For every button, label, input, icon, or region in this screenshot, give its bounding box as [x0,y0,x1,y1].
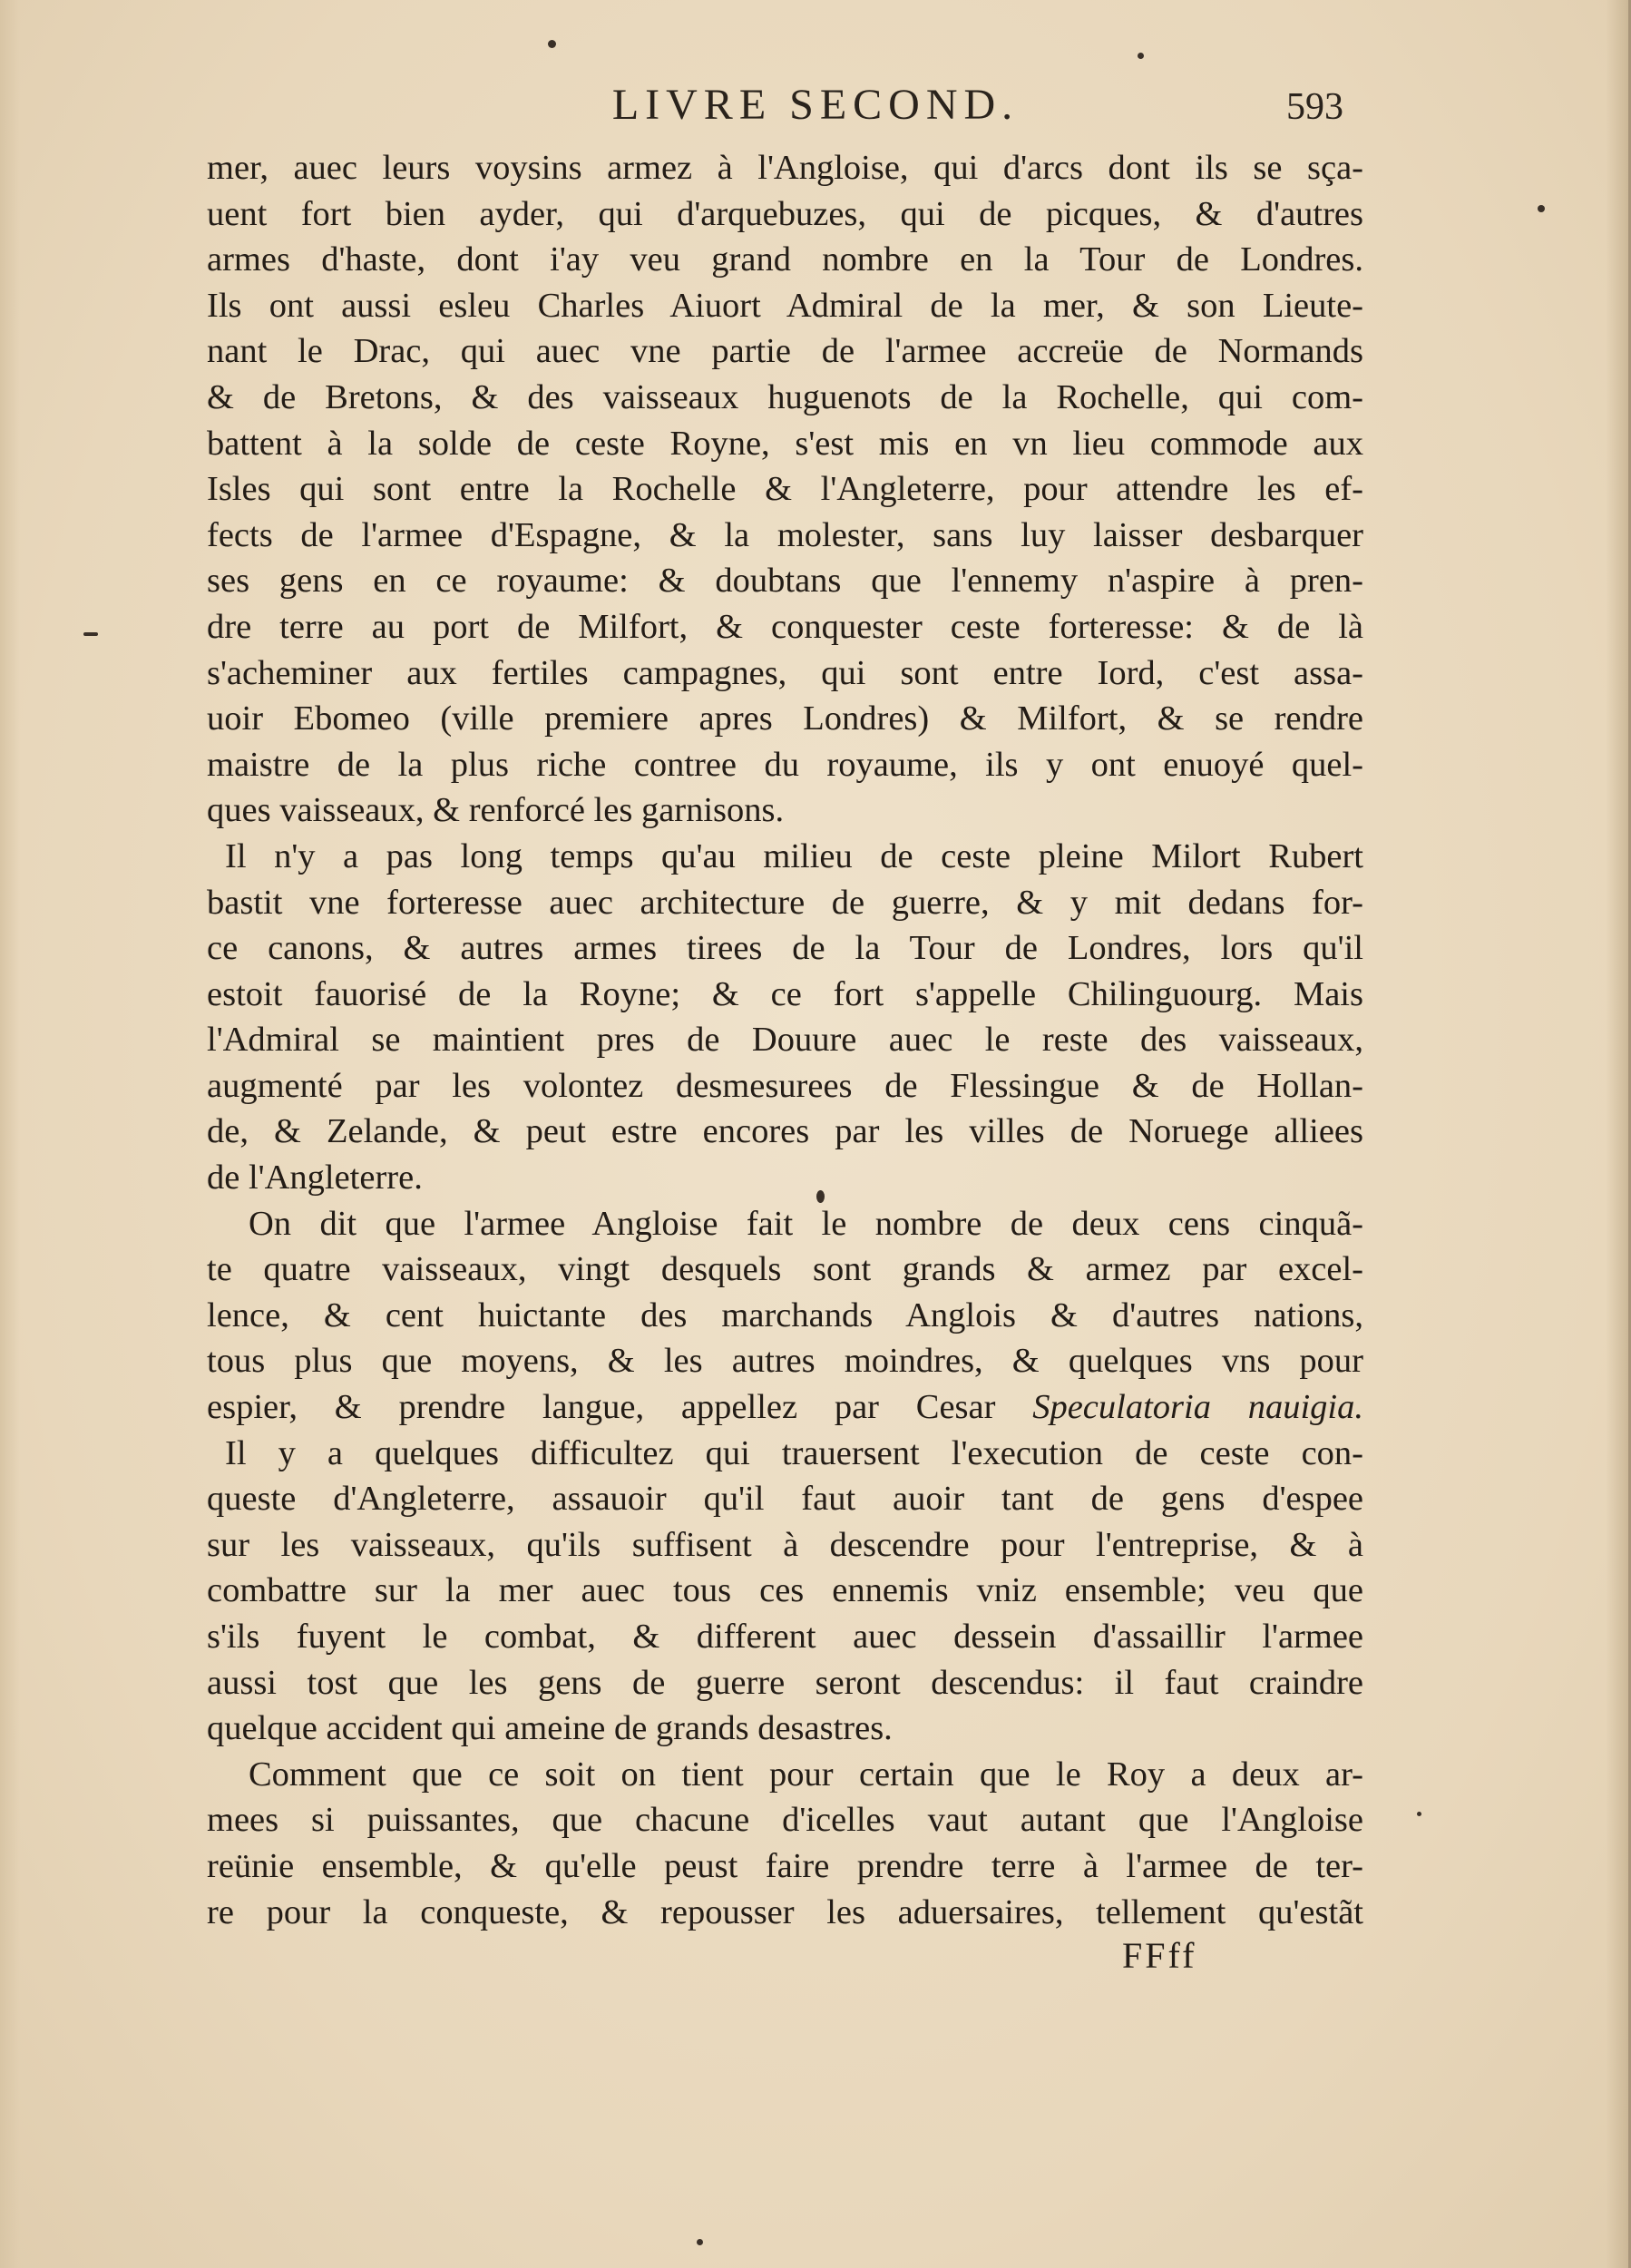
text-line: uent fort bien ayder, qui d'arquebuzes, qui de picques, & d'autres [207,194,1363,233]
text-line: maistre de la plus riche contree du royaume, ils y ont enuoyé quel- [207,745,1363,784]
text-line: ce canons, & autres armes tirees de la Tour de Londres, lors qu'il [207,929,1363,968]
text-line: aussi tost que les gens de guerre seront descendus: il faut craindre [207,1663,1363,1702]
page-header [0,80,1631,143]
text-line: mees si puissantes, que chacune d'icelles vaut autant que l'Angloise [207,1801,1363,1840]
text-line: lence, & cent huictante des marchands Anglois & d'autres nations, [207,1295,1363,1334]
text-line: Isles qui sont entre la Rochelle & l'Angleterre, pour attendre les ef- [207,470,1363,509]
text-line: uoir Ebomeo (ville premiere apres Londres) & Milfort, & se rendre [207,699,1363,738]
text-line: augmenté par les volontez desmesurees de Flessingue & de Hollan- [207,1066,1363,1105]
text-line: armes d'haste, dont i'ay veu grand nombre en la Tour de Londres. [207,240,1363,279]
text-line: l'Admiral se maintient pres de Douure auec le reste des vaisseaux, [207,1021,1363,1060]
text-line: de l'Angleterre. [207,1158,423,1198]
body-text [207,145,1363,1935]
text-line: re pour la conqueste, & repousser les aduersaires, tellement qu'estãt [207,1892,1363,1931]
text-line: bastit vne forteresse auec architecture de guerre, & y mit dedans for- [207,883,1363,922]
signature-mark: FFff [1122,1935,1197,1976]
ink-speck [1538,205,1545,212]
paragraph-start-line: On dit que l'armee Angloise fait le nombre de deux cens cinquã- [249,1204,1363,1243]
page-number: 593 [1286,86,1343,128]
text-line: estoit fauorisé de la Royne; & ce fort s'appelle Chilinguourg. Mais [207,974,1363,1013]
page-right-shadow [1606,0,1631,2268]
text-line: s'ils fuyent le combat, & different auec dessein d'assaillir l'armee [207,1618,1363,1656]
text-line: combattre sur la mer auec tous ces ennemis vniz ensemble; veu que [207,1571,1363,1610]
text-line: te quatre vaisseaux, vingt desquels sont grands & armez par excel- [207,1250,1363,1289]
text-line-with-italic [207,1384,1363,1431]
ink-speck [548,40,556,48]
italic-phrase: Speculatoria nauigia. [1032,1388,1363,1427]
ink-speck [816,1190,825,1203]
text-line: quelque accident qui ameine de grands desastres. [207,1709,893,1748]
text-line: s'acheminer aux fertiles campagnes, qui sont entre Iord, c'est assa- [207,653,1363,692]
ink-speck [1138,53,1144,59]
paragraph-start-line: Il y a quelques difficultez qui trauersent l'execution de ceste con- [225,1433,1363,1472]
running-title: LIVRE SECOND. [611,81,1020,129]
text-line: battent à la solde de ceste Royne, s'est mis en vn lieu commode aux [207,424,1363,463]
paragraph-start-line: Il n'y a pas long temps qu'au milieu de ceste pleine Milort Rubert [225,836,1363,875]
text-line: queste d'Angleterre, assauoir qu'il faut auoir tant de gens d'espee [207,1480,1363,1519]
text-line: Ils ont aussi esleu Charles Aiuort Admiral de la mer, & son Lieute- [207,286,1363,325]
text-line: reünie ensemble, & qu'elle peust faire prendre terre à l'armee de ter- [207,1846,1363,1885]
text-line: ses gens en ce royaume: & doubtans que l'ennemy n'aspire à pren- [207,562,1363,601]
text-line: mer, auec leurs voysins armez à l'Angloise, qui d'arcs dont ils se sça- [207,149,1363,187]
text-line: dre terre au port de Milfort, & conquester ceste forteresse: & de là [207,607,1363,646]
text-line: sur les vaisseaux, qu'ils suffisent à descendre pour l'entreprise, & à [207,1525,1363,1564]
page-left-shadow [0,0,20,2268]
text-fragment: espier, & prendre langue, appellez par Cesar [207,1388,996,1427]
text-line: nant le Drac, qui auec vne partie de l'armee accreüe de Normands [207,332,1363,371]
paragraph-start-line: Comment que ce soit on tient pour certain que le Roy a deux ar- [249,1755,1363,1794]
text-line: & de Bretons, & des vaisseaux huguenots de la Rochelle, qui com- [207,377,1363,416]
text-line: de, & Zelande, & peut estre encores par les villes de Noruege alliees [207,1112,1363,1151]
text-line: ques vaisseaux, & renforcé les garnisons. [207,791,785,830]
ink-speck [697,2239,703,2245]
text-line: fects de l'armee d'Espagne, & la molester, sans luy laisser desbarquer [207,515,1363,554]
text-line: tous plus que moyens, & les autres moindres, & quelques vns pour [207,1342,1363,1381]
ink-speck [1417,1812,1421,1816]
ink-speck [83,632,98,636]
